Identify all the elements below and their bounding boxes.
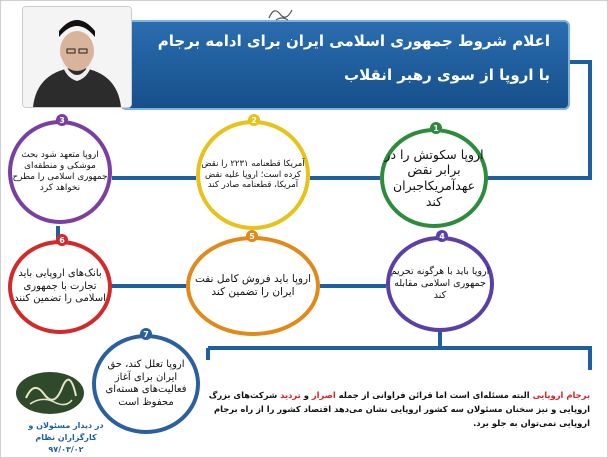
- footer-text-1: البته مسئله‌ای است اما قرائن فراوانی از جمله: [335, 390, 533, 400]
- footer-text-3: شرکت‌های بزرگ اروپایی و نیز سخنان مسئولان سه کشور اروپایی نشان می‌دهد اقتصاد کشور را از راه برجام اروپایی نمی‌توان به جلو برد.: [208, 390, 590, 428]
- caption-line-1: در دیدار مسئولان و کارگزاران نظام: [28, 421, 104, 442]
- footer-highlight-1: برجام اروپایی: [532, 390, 590, 400]
- badge-1: 1: [430, 122, 442, 134]
- condition-7-text: اروپا تعلل کند، حق ایران برای آغاز فعالیت‌های هسته‌ای محفوظ است: [105, 359, 187, 408]
- condition-node-4: [386, 236, 494, 332]
- title-banner: [120, 20, 570, 110]
- condition-node-3: [8, 120, 112, 224]
- portrait-illustration: [23, 7, 131, 107]
- condition-node-6: [8, 240, 112, 334]
- footer-text-2: و: [300, 390, 312, 400]
- badge-7: 7: [140, 328, 152, 340]
- footer-highlight-2: اصرار: [311, 390, 336, 400]
- condition-node-1: [380, 128, 488, 228]
- condition-node-5: [186, 236, 320, 336]
- event-caption: [10, 420, 122, 456]
- condition-2-text: آمریکا قطعنامه ۲۲۳۱ را نقض کرده است؛ اروپا علیه نقض آمریکا، قطعنامه صادر کند: [201, 159, 305, 191]
- signature-mark: [266, 2, 298, 24]
- title-line-2: با اروپا از سوی رهبر انقلاب: [344, 66, 550, 84]
- condition-4-text: اروپا باید با هرگونه تحریم جمهوری اسلامی مقابله کند: [390, 266, 490, 301]
- condition-node-2: [196, 120, 310, 230]
- footer-paragraph: [198, 388, 590, 430]
- title-line-1: اعلام شروط جمهوری اسلامی ایران برای ادامه برجام: [157, 32, 550, 50]
- badge-6: 6: [56, 234, 68, 246]
- condition-5-text: اروپا باید فروش کامل نفت ایران را تضمین کند: [194, 272, 312, 298]
- condition-1-text: اروپا سکوتش را در برابر نقض عهدآمریکاجبران کند: [384, 146, 484, 209]
- condition-node-7: [92, 334, 200, 434]
- footer-highlight-3: تردید: [280, 390, 301, 400]
- condition-6-text: بانک‌های اروپایی باید تجارت با جمهوری اسلامی را تضمین کنند: [14, 268, 106, 305]
- badge-5: 5: [246, 230, 258, 242]
- badge-3: 3: [56, 114, 68, 126]
- badge-4: 4: [436, 230, 448, 242]
- condition-3-text: اروپا متعهد شود بحث موشکی و منطقه‌ای جمهوری اسلامی را مطرح نخواهد کرد: [12, 150, 108, 193]
- leader-portrait: [22, 6, 132, 108]
- calligraphy-logo: [14, 370, 86, 416]
- badge-2: 2: [248, 114, 260, 126]
- caption-date: ۹۷/۰۳/۰۲: [48, 445, 84, 454]
